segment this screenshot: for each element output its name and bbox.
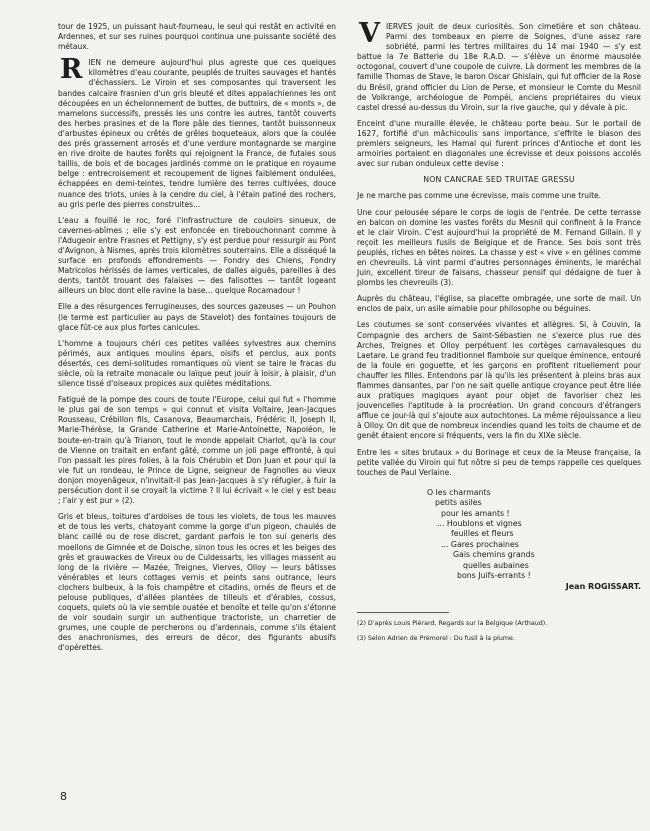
author-signature: Jean ROGISSART.	[565, 581, 641, 591]
drop-cap: V	[359, 18, 380, 49]
poem-line: pour les amants !	[441, 508, 510, 518]
poem-line: petits asiles	[435, 498, 482, 508]
footnote: (2) D'après Louis Piérard, Regards sur la Belgique (Arthaud).	[357, 619, 548, 627]
left-column	[58, 22, 336, 660]
paragraph-text: IERVES jouit de deux curiosités. Son cimetière et son château. Parmi des tombeaux en pierre de Soignes, d'une assez rare sobriété, parmi les tertres militaires du 14 mai 1940 — s'y est battue la 7e Batterie du 18e R.A.D. — s'élève un énorme mausolée octogonal, couvert d'une coupole de cuivre. Là dorment les membres de la famille Thomas de Stave, le baron Oscar Ghislain, qui fut officier de la Rose du Brésil, grand officier du Lion de Perse, et monsieur le Comte du Mesnil de Volkrange, archéologue de Pompéi, anciens propriétaires du vieux castel dressé au-dessus du Viroin, sur la rive gauche, qui y dévale à pic.	[357, 22, 641, 112]
poem-line: ... Gares prochaines	[441, 539, 519, 549]
paragraph-text: IEN ne demeure aujourd'hui plus agreste que ces quelques kilomètres d'eau courante, peuplés de truites sauvages et hantés d'échassiers. Le Viroin et ses composantes qui traversent les bandes calcaire frasnien d'un gris bleuté et dites appalachiennes les ont découpées en un échelonnement de buttes, de buttoirs, de « monts », de mamelons successifs, pressés les uns contre les autres, tantôt couverts des herbes prasines et de la flore pâle des tiennes, tantôt buissonneux d'arbustes épineux ou crêtés de grêles boqueteaux, alors que la coulée des prés grassement arrosés et d'une verdure montagnarde se margine en rive droite de hautes forêts qui rejoignent la France, de futaies sous taillis, de bois et de bocages jardinés comme on le pratique en royaume belge : entrecroisement et recoupement de lignes faiblement ondulées, échappées en demi-teintes, tendre lumière des terres cultivées, douce nuance des triots, unies à la cendre du ciel, à l'étain patiné des rochers, au gris perle des pierres construites...	[58, 58, 336, 209]
paragraph: Fatigué de la pompe des cours de toute l'Europe, celui qui fut « l'homme le plus gai de son temps » qui connut et visita Voltaire, Jean-Jacques Rousseau, Crébillon fils, Casanova, Beaumarchais, Frédéric II, Joseph II, Marie-Thérèse, la Grande Catherine et Marie-Antoinette, Napoléon, le boute-en-train qu'à Trianon, tout le monde appelait Charlot, qu'à la cour de Vienne on traitait en enfant gâté, comme un joli page effronté, à qui l'on passait les pires folies, à la fois Chérubin et Don Juan et pour qui la vie fut un rondeau, le Prince de Ligne, seigneur de Fagnolles au vieux donjon moyenâgeux, n'invitait-il pas Jean-Jacques à s'y réfugier, à fuir la persécution dont il se croyait la victime ? Il lui écrivait « le ciel y est beau ; l'air y est pur » (2).	[58, 395, 336, 506]
footnote-divider	[357, 612, 449, 613]
paragraph-with-dropcap	[357, 18, 641, 113]
poem-line: Gais chemins grands	[453, 550, 535, 560]
paragraph-with-dropcap	[58, 54, 336, 209]
footnote: (3) Selon Adrien de Prémorel : Du fusil à la plume.	[357, 634, 515, 642]
paragraph: Les coutumes se sont conservées vivantes et allègres. Si, à Couvin, la Compagnie des archers de Saint-Sébastien ne s'exerce plus rue des Arches, Treignes et Olloy perpétuent les cortèges carnavalesques du Laetare. Le grand feu traditionnel flamboie sur quelque éminence, entouré de la foule en goguette, et les garçons en profitent rituellement pour chauffer les filles. Entendons par là qu'ils les présentent à pleins bras aux flammes dansantes, par l'on ne sait quelle antique croyance peut être liée aux pratiques magiques ayant pour objet de favoriser chez les jouvencelles l'aptitude à la procréation. Un grand concours d'étrangers afflue ce jour-là qui s'ajoute aux autochtones. La même réjouissance a lieu à Olloy. On dit que de nombreux incendies quand les toits de chaume et de genêt étaient encore si fréquents, vers la fin du XIXe siècle.	[357, 320, 641, 441]
paragraph: tour de 1925, un puissant haut-fourneau, le seul qui restât en activité en Ardennes, et sur ses ruines pourquoi continua une puissante société des métaux.	[58, 22, 336, 52]
paragraph: Entre les « sites brutaux » du Borinage et ceux de la Meuse française, la petite vallée du Viroin qui fut nôtre si peu de temps rappelle ces quelques touches de Paul Verlaine.	[357, 447, 641, 477]
paragraph: L'eau a fouillé le roc, foré l'infrastructure de couloirs sinueux, de cavernes-abîmes ; elle s'y est enfoncée en tirebouchonnant comme à l'Adugeoir entre Frasnes et Pettigny, s'y est perdue pour ressurgir au Pont d'Avignon, à Nismes, après trois kilomètres souterrains. Elle a disséqué la surface en profonds effondrements — Fondry des Chiens, Fondry Matricolos hérissés de lames verticales, de dalles aiguës, pareilles à des dents, tantôt trouant des falaises — des falisottes — tantôt logeant ailleurs un bloc dont elle ravine la base... quelque Rocamadour !	[58, 215, 336, 296]
paragraph: L'homme a toujours chéri ces petites vallées sylvestres aux chemins périmés, aux antiques moulins épars, oisifs et perclus, aux ponts désertés, ces demi-solitudes romantiques où vient se taire le fracas du siècle, où la retraite monacale ou laïque peut jouir à loisir, à plaisir, d'un silence tissé d'oiseaux propices aux quiètes méditations.	[58, 338, 336, 389]
poem	[357, 488, 641, 582]
poem-line: O les charmants	[427, 487, 491, 497]
poem-line: feuilles et fleurs	[451, 529, 514, 539]
paragraph: Une cour pelousée sépare le corps de logis de l'entrée. De cette terrasse en balcon on domine les vastes forêts du Mesnil qui confinent à la France et le clair Viroin. C'est aujourd'hui la propriété de M. Fernand Gillain. Il y reçoit les meilleurs fusils de Belgique et de France. Ses bois sont très peuplés, riches en bêtes noires. La chasse y est « vive » en gélines comme en chevreuils. Là vint parmi d'autres personnages éminents, le maréchal Juin, excellent tireur de faisans, chasseur pensif qui dédaigne de tuer à plombs les chevreuils (3).	[357, 207, 641, 288]
poem-line: ... Houblons et vignes	[437, 519, 522, 529]
paragraph: Je ne marche pas comme une écrevisse, mais comme une truite.	[357, 191, 602, 201]
right-column	[357, 18, 641, 649]
drop-cap: R	[60, 54, 83, 86]
paragraph: Auprès du château, l'église, sa placette ombragée, une sorte de mail. Un enclos de paix, un asile aimable pour philosophe ou béguines.	[357, 294, 641, 314]
page-number: 8	[60, 790, 67, 803]
latin-motto: NON CANCRAE SED TRUITAE GRESSU	[423, 175, 575, 185]
paragraph: Enceint d'une muraille élevée, le château porte beau. Sur le portail de 1627, fortifié d'un mâchicoulis sans importance, s'effrite le blason des premiers seigneurs, les Hamal qui furent princes d'Antioche et dont les armoiries portaient en diagonales une écrevisse et deux poissons accolés avec sur ruban onduleux cette devise :	[357, 118, 641, 169]
paragraph: Gris et bleus, toitures d'ardoises de tous les violets, de tous les mauves et de tous les verts, chatoyant comme la gorge d'un pigeon, chaulés de blanc caillé ou de rose discret, gardant parfois le ton sui generis des moellons de Gimnée et de Doische, sinon tous les ocres et les beiges des grès et grauwackes de Vireux ou de Culdessarts, les villages massent au long de la rivière — Mazée, Treignes, Vierves, Olloy — leurs bâtisses vénérables et leurs cottages vernis et peints sans outrance, leurs clochers bulbeux, à la fois champêtre et citadins, ornés de fleurs et de pelouse publiques, d'allées plantées de tilleuls et d'érables, cossus, coquets, quiets où la vie semble ouatée et benoîte et telle qu'on s'étonne de voir soudain surgir un authentique tractoriste, un charretier de grumes, une couple de percherons ou d'ardennais, comme s'ils étaient des anachronismes, des erreurs de décor, des figurants abusifs d'opérettes.	[58, 512, 336, 653]
poem-line: quelles aubaines	[463, 560, 529, 570]
poem-line: bons Juifs-errants !	[457, 571, 531, 581]
paragraph: Elle a des résurgences ferrugineuses, des sources gazeuses — un Pouhon (le terme est particulier au pays de Stavelot) des fontaines toujours de glace fût-ce aux plus fortes canicules.	[58, 302, 336, 332]
